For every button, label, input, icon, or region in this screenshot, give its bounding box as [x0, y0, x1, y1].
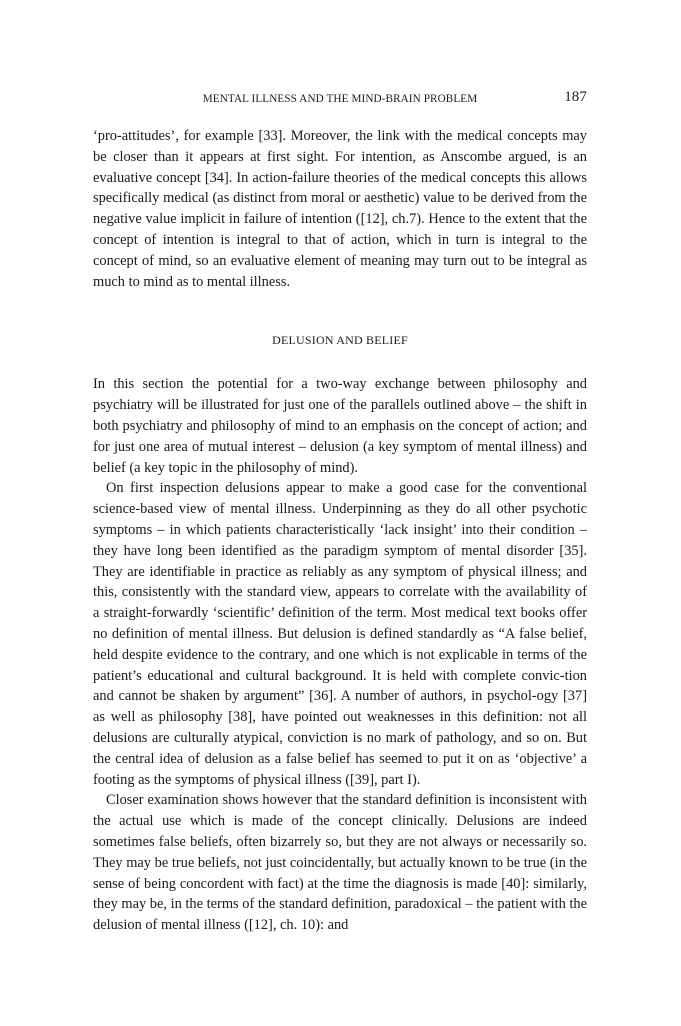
paragraph-intro: In this section the potential for a two-way exchange between philosophy and psychiatry will be illustrated for just one of the parallels outlined above – the shift in both psychiatry and philosophy of mind to an emphasis on the concept of action; and for just one area of mutual interest – delusion (a key symptom of mental illness) and belief (a key topic in the philosophy of mind).: [93, 376, 587, 476]
running-header: [93, 88, 587, 110]
section-heading: DELUSION AND BELIEF: [272, 333, 408, 348]
page-number: 187: [564, 89, 587, 105]
paragraph-continuation: ‘pro-attitudes’, for example [33]. Moreover, the link with the medical concepts may be closer than it appears at first sight. For intention, as Anscombe argued, is an evaluative concept [34]. In action-failure theories of the medical concepts this allows specifically medical (as distinct from moral or aesthetic) value to be derived from the negative value implicit in failure of intention ([12], ch.7). Hence to the extent that the concept of intention is integral to that of action, which in turn is integral to the concept of mind, so an evaluative element of meaning may turn out to be integral as much to mind as to mental illness.: [93, 128, 587, 290]
running-title: MENTAL ILLNESS AND THE MIND-BRAIN PROBLEM: [202, 93, 478, 105]
paragraph-closer-examination: Closer examination shows however that the standard definition is inconsistent with the actual use which is made of the concept clinically. Delusions are indeed sometimes false beliefs, often bizarrely so, but they are not always or necessarily so. They may be true beliefs, not just coincidentally, but actually known to be true (in the sense of being concordent with fact) at the time the diagnosis is made [40]: similarly, they may be, in the terms of the standard definition, paradoxical – the patient with the delusion of mental illness ([12], ch. 10): and: [93, 792, 587, 934]
book-page: [93, 88, 587, 936]
paragraph-first-inspection: On first inspection delusions appear to make a good case for the conventional science-based view of mental illness. Underpinning as they do all other psychotic symptoms – in which patients characteristically ‘lack insight’ into their condition – they have long been identified as the paradigm symptom of mental disorder [35]. They are identifiable in practice as reliably as any symptom of physical illness; and this, consistently with the standard view, appears to correlate with the availability of a straight-forwardly ‘scientific’ definition of the term. Most medical text books offer no definition of mental illness. But delusion is defined standardly as “A false belief, held despite evidence to the contrary, and one which is not explicable in terms of the patient’s educational and cultural background. It is held with complete convic-tion and cannot be shaken by argument” [36]. A number of authors, in psychol-ogy [37] as well as philosophy [38], have pointed out weaknesses in this definition: not all delusions are culturally atypical, conviction is no mark of pathology, and so on. But the central idea of delusion as a false belief has seemed to put it on as ‘objective’ a footing as the symptoms of physical illness ([39], part I).: [93, 480, 587, 788]
